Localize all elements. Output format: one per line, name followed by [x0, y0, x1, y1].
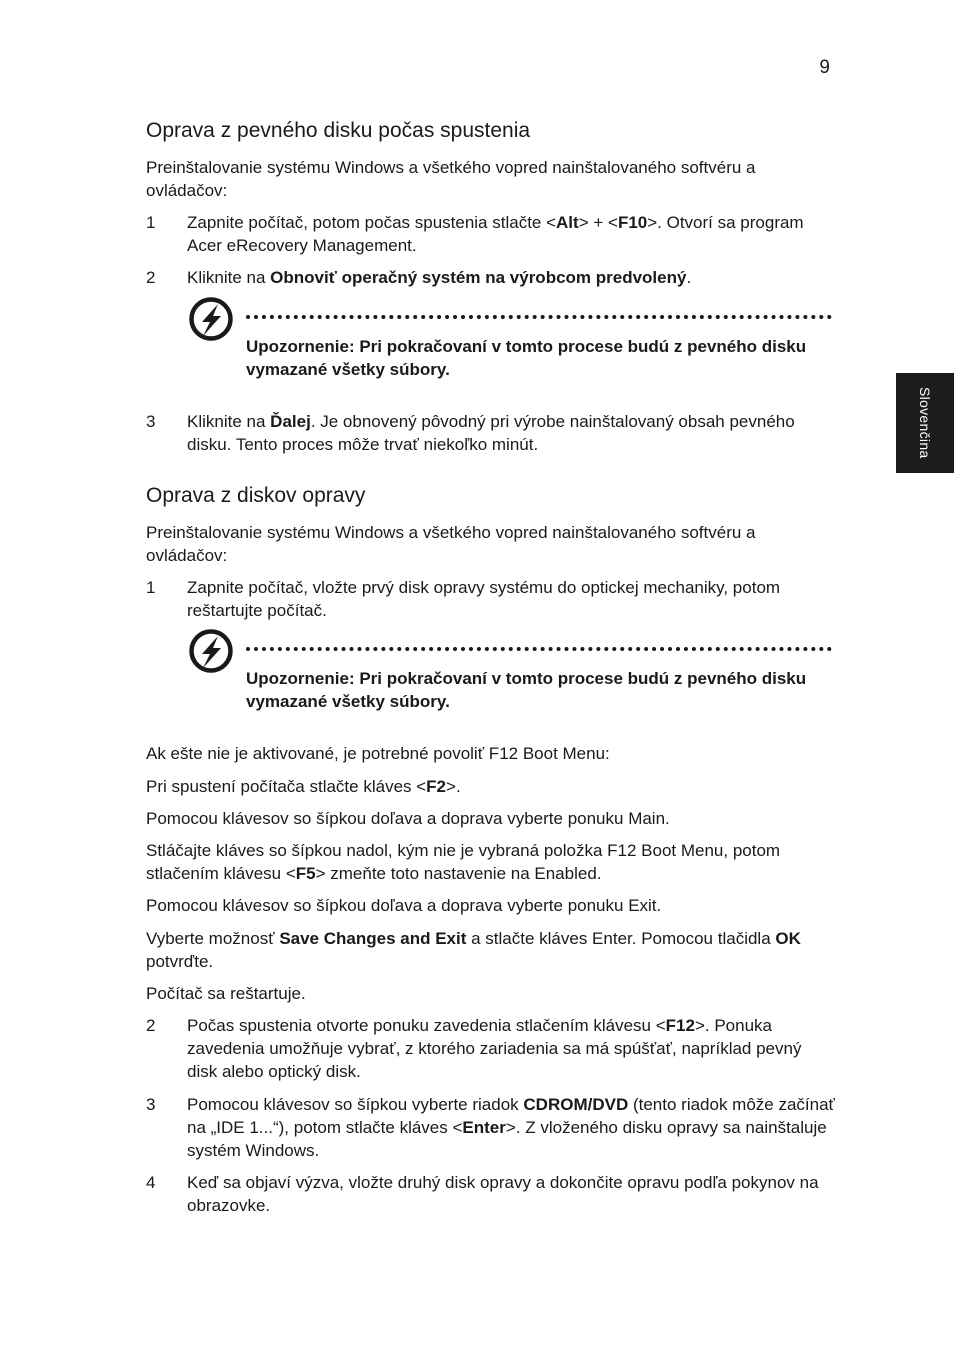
- list-item: [146, 1014, 836, 1083]
- warning-lightning-icon: [188, 628, 234, 674]
- list-item: [146, 410, 836, 456]
- list-item: [146, 576, 836, 622]
- list-number: 3: [146, 1095, 156, 1114]
- section-title-recovery-discs: Oprava z diskov opravy: [146, 484, 366, 507]
- list-text: Zapnite počítač, potom počas spustenia stlačte <Alt> + <F10>. Otvorí sa program Acer eRecovery Management.: [187, 213, 804, 255]
- language-tab-label: Slovenčina: [917, 387, 933, 459]
- paragraph: Pri spustení počítača stlačte kláves <F2>.: [146, 777, 461, 796]
- page-number: 9: [819, 57, 830, 78]
- list-number: 3: [146, 412, 156, 431]
- warning-text: Upozornenie: Pri pokračovaní v tomto procese budú z pevného disku vymazané všetky súbory.: [246, 337, 807, 379]
- warning-note: [188, 628, 833, 718]
- paragraph: Ak ešte nie je aktivované, je potrebné povoliť F12 Boot Menu:: [146, 744, 610, 763]
- list-text: Kliknite na Obnoviť operačný systém na výrobcom predvolený.: [187, 268, 692, 287]
- list-number: 1: [146, 213, 156, 232]
- paragraph: Počítač sa reštartuje.: [146, 984, 306, 1003]
- list-number: 4: [146, 1173, 156, 1192]
- list-item: [146, 1171, 836, 1217]
- paragraph: Stláčajte kláves so šípkou nadol, kým nie je vybraná položka F12 Boot Menu, potom stlačením klávesu <F5> zmeňte toto nastavenie na Enabled.: [146, 841, 781, 883]
- list-text: Pomocou klávesov so šípkou vyberte riadok CDROM/DVD (tento riadok môže začínať na „IDE 1...“), potom stlačte kláves <Enter>. Z vloženého disku opravy sa nainštaluje systém Windows.: [187, 1095, 835, 1160]
- paragraph: Pomocou klávesov so šípkou doľava a doprava vyberte ponuku Exit.: [146, 896, 662, 915]
- list-item: [146, 1093, 836, 1162]
- paragraph: Vyberte možnosť Save Changes and Exit a stlačte kláves Enter. Pomocou tlačidla OK potvrďte.: [146, 929, 801, 971]
- warning-divider: [246, 315, 832, 319]
- list-item: [146, 211, 836, 257]
- language-tab: [896, 373, 954, 473]
- list-text: Počas spustenia otvorte ponuku zavedenia stlačením klávesu <F12>. Ponuka zavedenia umožňuje vybrať, z ktorého zariadenia sa má spúšťať, napríklad pevný disk alebo optický disk.: [187, 1016, 802, 1081]
- list-item: [146, 266, 836, 289]
- section1-intro: Preinštalovanie systému Windows a všetkého vopred nainštalovaného softvéru a ovládačov:: [146, 158, 756, 200]
- section-title-hdd-recovery: Oprava z pevného disku počas spustenia: [146, 119, 531, 142]
- list-number: 1: [146, 578, 156, 597]
- paragraph: Pomocou klávesov so šípkou doľava a doprava vyberte ponuku Main.: [146, 809, 670, 828]
- section2-intro: Preinštalovanie systému Windows a všetkého vopred nainštalovaného softvéru a ovládačov:: [146, 523, 756, 565]
- warning-note: [188, 296, 833, 386]
- warning-divider: [246, 647, 832, 651]
- list-text: Keď sa objaví výzva, vložte druhý disk opravy a dokončite opravu podľa pokynov na obrazovke.: [187, 1173, 819, 1215]
- list-number: 2: [146, 268, 156, 287]
- warning-text: Upozornenie: Pri pokračovaní v tomto procese budú z pevného disku vymazané všetky súbory.: [246, 669, 807, 711]
- list-number: 2: [146, 1016, 156, 1035]
- list-text: Kliknite na Ďalej. Je obnovený pôvodný pri výrobe nainštalovaný obsah pevného disku. Tento proces môže trvať niekoľko minút.: [187, 412, 795, 454]
- warning-lightning-icon: [188, 296, 234, 342]
- list-text: Zapnite počítač, vložte prvý disk opravy systému do optickej mechaniky, potom reštartujte počítač.: [187, 578, 781, 620]
